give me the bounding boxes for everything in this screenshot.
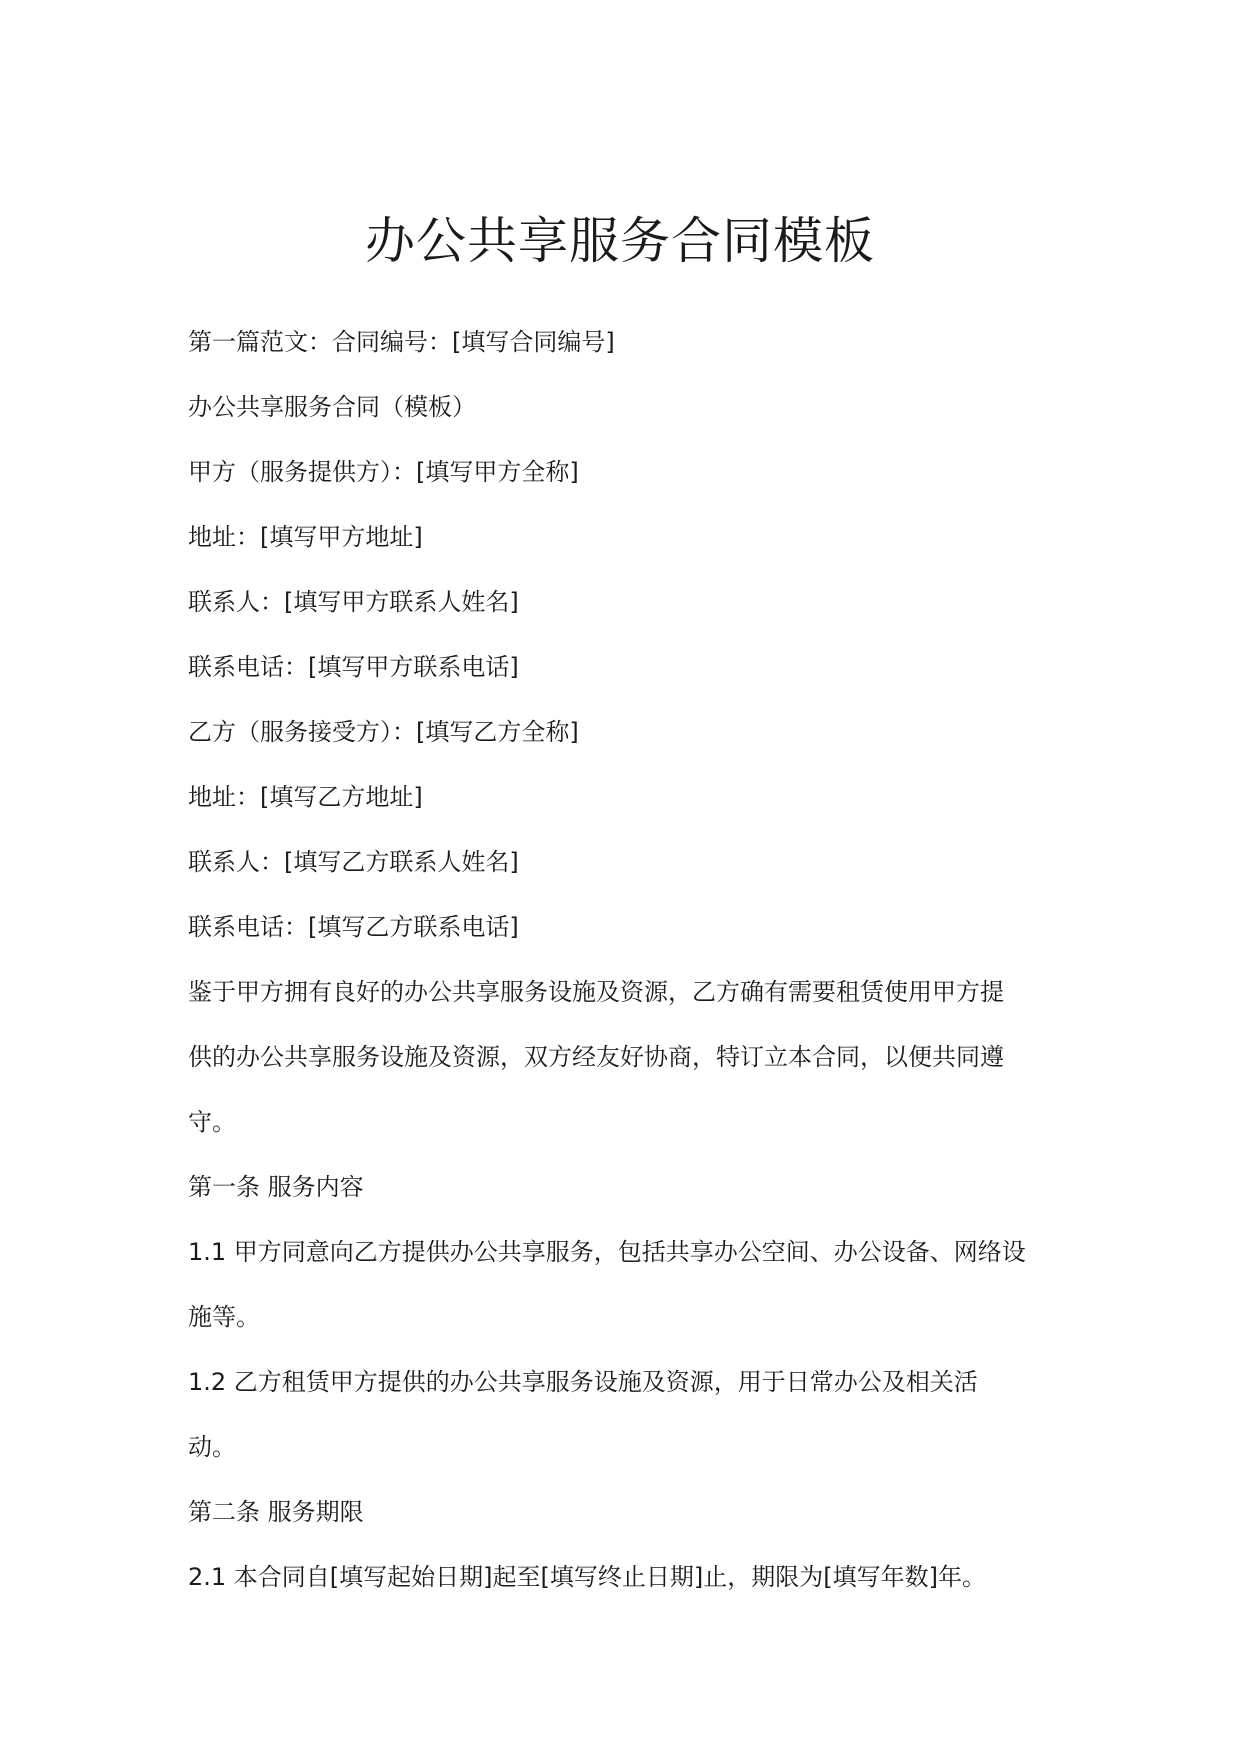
clause-2-1-line: 2.1 本合同自[填写起始日期]起至[填写终止日期]止，期限为[填写年数]年。: [188, 1563, 986, 1591]
document-body: [188, 310, 1068, 1610]
preamble-line-2: 供的办公共享服务设施及资源，双方经友好协商，特订立本合同，以便共同遵: [188, 1043, 1004, 1071]
clause-1-2-line-2: 动。: [188, 1433, 236, 1461]
clause-1-1-line-2: 施等。: [188, 1303, 260, 1331]
preamble-line-3: 守。: [188, 1108, 236, 1136]
document-title: 办公共享服务合同模板: [365, 212, 875, 270]
article-1-heading: 第一条 服务内容: [188, 1173, 364, 1201]
party-a-address-line: 地址：[填写甲方地址]: [188, 523, 423, 551]
party-b-contact-line: 联系人：[填写乙方联系人姓名]: [188, 848, 519, 876]
clause-1-1-line-1: 1.1 甲方同意向乙方提供办公共享服务，包括共享办公空间、办公设备、网络设: [188, 1238, 1026, 1266]
party-b-phone-line: 联系电话：[填写乙方联系电话]: [188, 913, 519, 941]
clause-1-2-line-1: 1.2 乙方租赁甲方提供的办公共享服务设施及资源，用于日常办公及相关活: [188, 1368, 978, 1396]
article-2-heading: 第二条 服务期限: [188, 1498, 364, 1526]
party-a-name-line: 甲方（服务提供方）：[填写甲方全称]: [188, 458, 579, 486]
contract-number-line: 第一篇范文：合同编号：[填写合同编号]: [188, 328, 615, 356]
party-a-contact-line: 联系人：[填写甲方联系人姓名]: [188, 588, 519, 616]
party-a-phone-line: 联系电话：[填写甲方联系电话]: [188, 653, 519, 681]
party-b-name-line: 乙方（服务接受方）：[填写乙方全称]: [188, 718, 579, 746]
preamble-line-1: 鉴于甲方拥有良好的办公共享服务设施及资源，乙方确有需要租赁使用甲方提: [188, 978, 1004, 1006]
contract-subtitle-line: 办公共享服务合同（模板）: [188, 393, 476, 421]
party-b-address-line: 地址：[填写乙方地址]: [188, 783, 423, 811]
